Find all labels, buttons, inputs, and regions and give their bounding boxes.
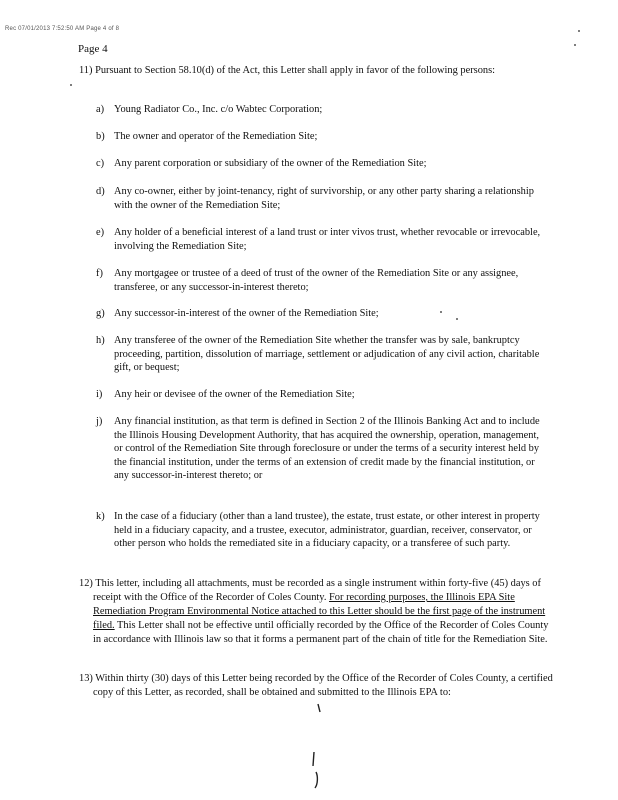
list-item-d bbox=[96, 185, 541, 212]
paragraph-12 bbox=[79, 577, 557, 647]
list-item-letter: a) bbox=[96, 104, 105, 115]
list-item-k bbox=[96, 510, 541, 551]
list-item-b bbox=[96, 130, 541, 144]
list-item-letter: c) bbox=[96, 158, 105, 169]
list-item-text: Any heir or devisee of the owner of the Remediation Site; bbox=[114, 389, 355, 400]
list-item-text: Any parent corporation or subsidiary of the owner of the Remediation Site; bbox=[114, 158, 427, 169]
list-item-letter: h) bbox=[96, 335, 105, 346]
list-item-i bbox=[96, 388, 541, 402]
scan-speck bbox=[456, 318, 458, 320]
paragraph-text: This letter, including all attachments, must be recorded as a single instrument within forty-five (45) days of receipt with the Office of the Recorder of Coles County. bbox=[93, 578, 541, 603]
recording-instruction-underlined: For recording purposes, the Illinois EPA Site Remediation Program Environmental Notice attached to this Letter should be the first page of the instrument filed. bbox=[93, 592, 546, 631]
scan-speck bbox=[574, 44, 576, 46]
page-label: Page 4 bbox=[78, 43, 108, 55]
list-item-text: The owner and operator of the Remediation Site; bbox=[114, 131, 318, 142]
list-item-text: Any successor-in-interest of the owner of the Remediation Site; bbox=[114, 308, 379, 319]
list-item-letter: b) bbox=[96, 131, 105, 142]
list-item-letter: f) bbox=[96, 268, 103, 279]
scan-speck bbox=[578, 30, 580, 32]
paragraph-text-continued: This Letter shall not be effective until officially recorded by the Office of the Recorder of Coles County in accordance with Illinois law so that it forms a permanent part of the chain of title for the Remediation Site. bbox=[93, 620, 549, 645]
recording-stamp: Rec 07/01/2013 7:52:50 AM Page 4 of 8 bbox=[5, 26, 120, 32]
list-item-letter: k) bbox=[96, 511, 105, 522]
list-item-e bbox=[96, 226, 541, 253]
list-item-text: Any transferee of the owner of the Remediation Site whether the transfer was by sale, bankruptcy proceeding, partition, dissolution of marriage, settlement or adjudication of any civil action, charitable gift, or bequest; bbox=[114, 335, 540, 373]
list-item-letter: i) bbox=[96, 389, 103, 400]
list-item-letter: e) bbox=[96, 227, 105, 238]
list-item-h bbox=[96, 334, 541, 375]
paragraph-text: Within thirty (30) days of this Letter being recorded by the Office of the Recorder of Coles County, a certified copy of this Letter, as recorded, shall be obtained and submitted to the Illinois EPA to: bbox=[93, 673, 553, 698]
paragraph-number: 12) bbox=[79, 578, 93, 589]
list-item-text: Any mortgagee or trustee of a deed of trust of the owner of the Remediation Site or any assignee, transferee, or any successor-in-interest thereto; bbox=[114, 268, 519, 293]
list-item-f bbox=[96, 267, 541, 294]
list-item-text: In the case of a fiduciary (other than a land trustee), the estate, trust estate, or other interest in property held in a fiduciary capacity, and a trustee, executor, administrator, guardian, receiver, conservator, or other person who holds the remediated site in a fiduciary capacity, or a transferee of such party. bbox=[114, 511, 540, 549]
paragraph-11 bbox=[79, 64, 557, 78]
list-item-a bbox=[96, 103, 541, 117]
handwritten-marks bbox=[300, 700, 330, 790]
paragraph-13 bbox=[79, 672, 557, 700]
paragraph-number: 13) bbox=[79, 673, 93, 684]
paragraph-text: Pursuant to Section 58.10(d) of the Act, this Letter shall apply in favor of the following persons: bbox=[95, 65, 496, 76]
list-item-text: Any holder of a beneficial interest of a land trust or inter vivos trust, whether revocable or irrevocable, involving the Remediation Site; bbox=[114, 227, 541, 252]
paragraph-number: 11) bbox=[79, 65, 93, 76]
scan-speck bbox=[440, 311, 442, 313]
list-item-g bbox=[96, 307, 541, 321]
list-item-j bbox=[96, 415, 541, 483]
list-item-text: Any co-owner, either by joint-tenancy, right of survivorship, or any other party sharing a relationship with the owner of the Remediation Site; bbox=[114, 186, 534, 211]
list-item-text: Any financial institution, as that term is defined in Section 2 of the Illinois Banking Act and to include the Illinois Housing Development Authority, that has acquired the ownership, operation, management, or control of the Remediation Site through foreclosure or under the terms of a security interest held by the financial institution, under the terms of an extension of credit made by the financial institution, or any successor-in-interest thereto; or bbox=[114, 416, 540, 481]
list-item-letter: j) bbox=[96, 416, 103, 427]
list-item-letter: g) bbox=[96, 308, 105, 319]
list-item-text: Young Radiator Co., Inc. c/o Wabtec Corporation; bbox=[114, 104, 323, 115]
list-item-c bbox=[96, 157, 541, 171]
scan-speck bbox=[70, 84, 72, 86]
list-item-letter: d) bbox=[96, 186, 105, 197]
